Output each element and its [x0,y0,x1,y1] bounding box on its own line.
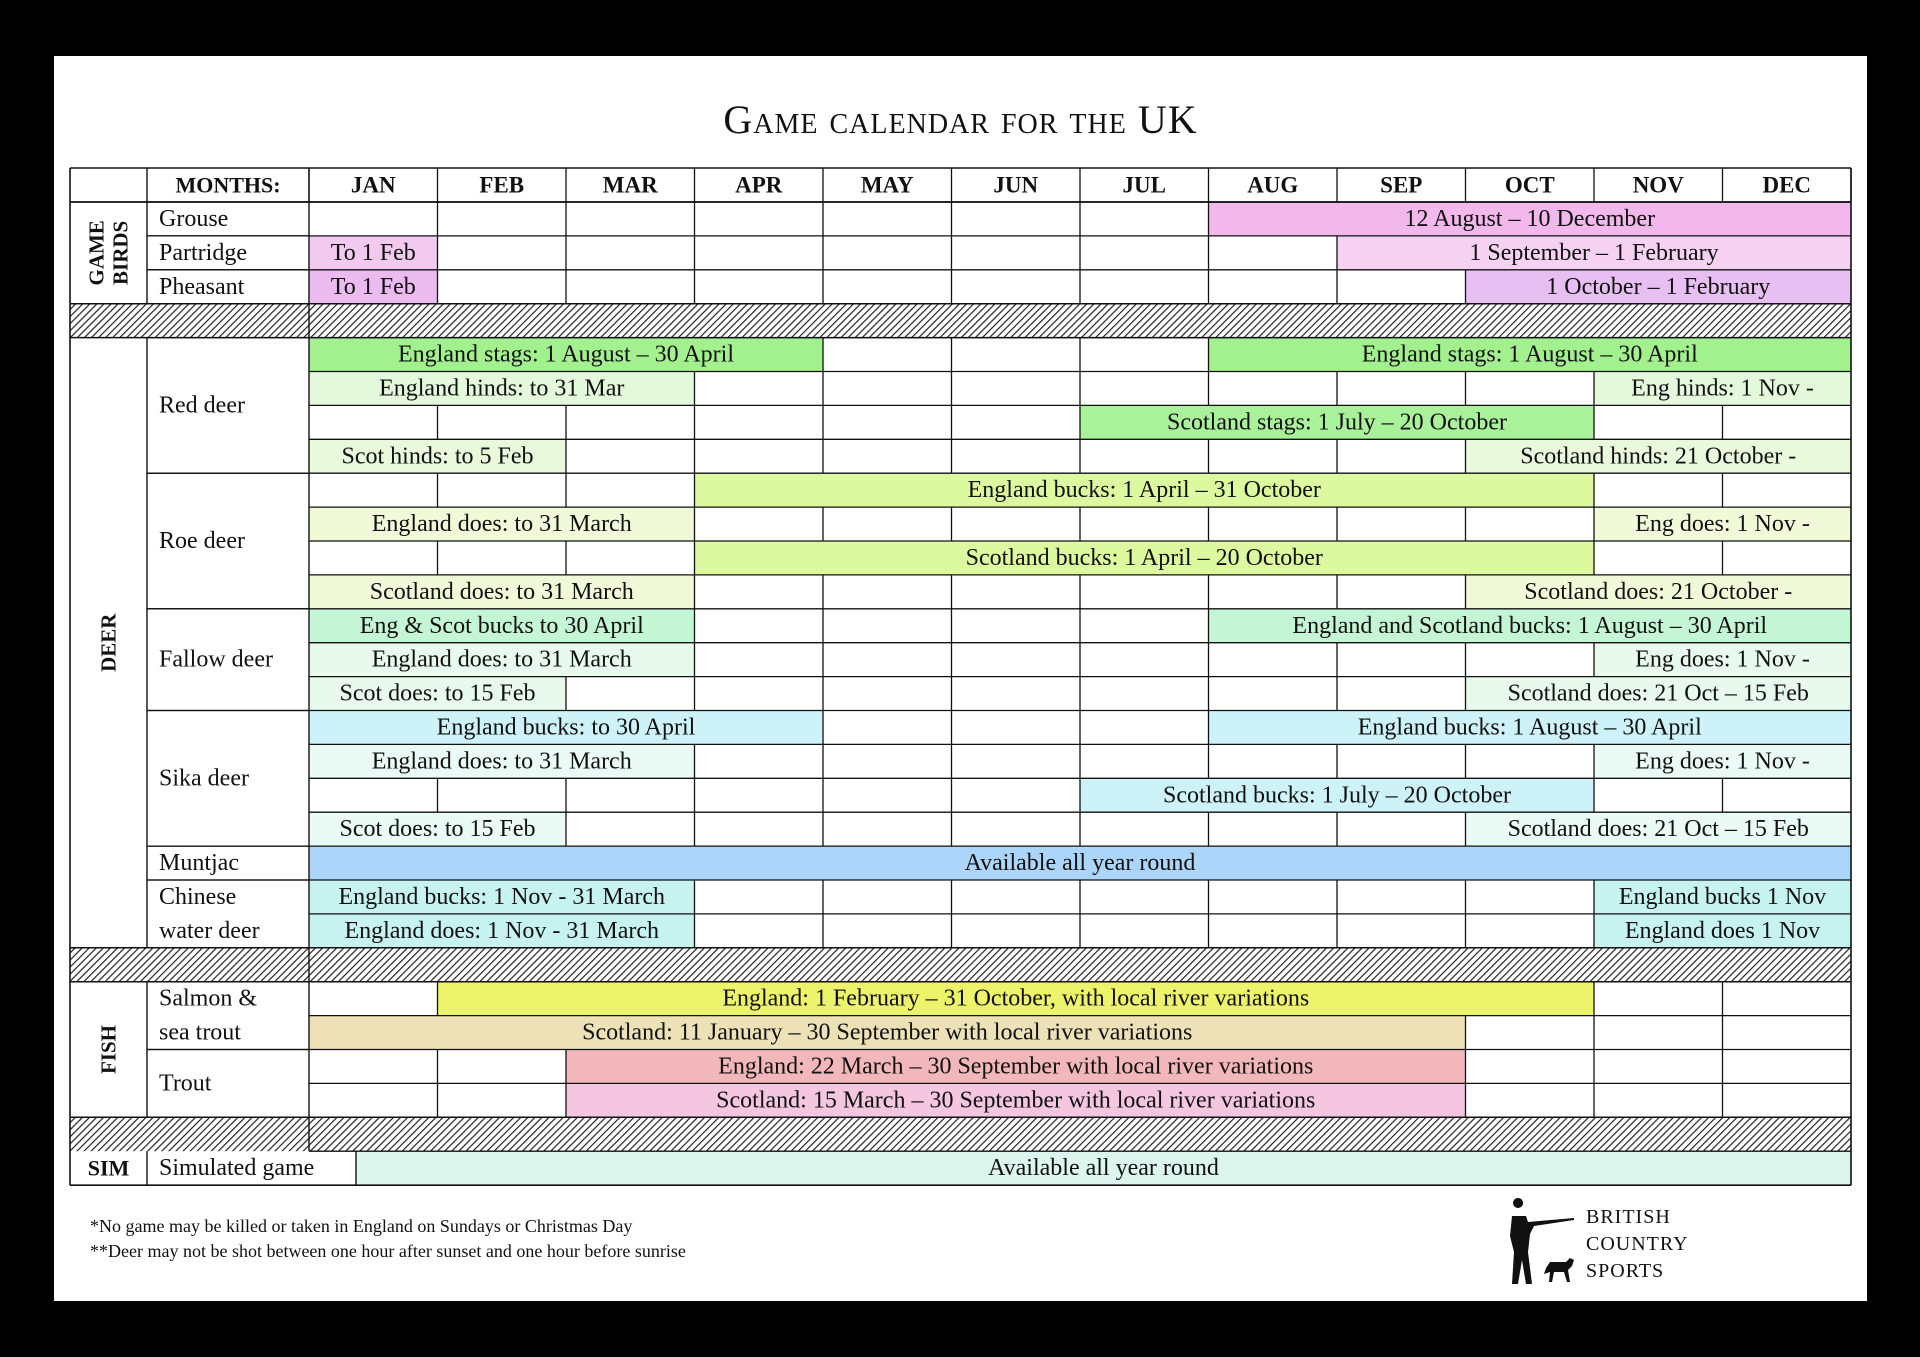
footnote-sundays: *No game may be killed or taken in England on Sundays or Christmas Day [90,1216,633,1236]
footnotes [90,1214,686,1264]
season-label: Eng does: 1 Nov - [1635,748,1810,775]
month-header: JUN [993,172,1039,198]
sim-text: Available all year round [988,1155,1219,1182]
month-header: FEB [479,172,525,198]
month-header: MAR [602,172,658,198]
season-label: England stags: 1 August – 30 April [398,341,734,368]
season-label: England: 22 March – 30 September with local river variations [718,1053,1314,1080]
season-label: To 1 Feb [330,273,416,300]
month-header: DEC [1762,172,1812,198]
season-label: Scot hinds: to 5 Feb [341,443,534,470]
season-label: Scot does: to 15 Feb [339,680,536,707]
season-label: Scotland stags: 1 July – 20 October [1167,409,1507,436]
season-label: 1 September – 1 February [1469,239,1719,266]
month-header: NOV [1632,172,1684,198]
page-title: Game calendar for the UK [723,97,1198,142]
season-label: Scotland: 11 January – 30 September with local river variations [582,1019,1193,1046]
species-name: Chinese [159,883,237,910]
species-name: water deer [159,917,260,944]
species-name: Pheasant [159,273,245,300]
brand-logo-text [1586,1204,1689,1285]
season-label: England bucks: 1 April – 31 October [967,477,1321,504]
month-header: OCT [1504,172,1555,198]
season-label: 12 August – 10 December [1404,205,1656,232]
species-name: Muntjac [159,850,239,877]
season-label: England does: to 31 March [371,748,632,775]
season-label: Scotland does: 21 Oct – 15 Feb [1507,680,1809,707]
section-label: DEER [96,613,121,672]
logo-line-2: COUNTRY [1586,1233,1689,1255]
species-name: Trout [159,1070,212,1097]
season-label: Available all year round [964,850,1196,877]
logo-line-3: SPORTS [1586,1260,1665,1282]
season-label: Scotland does: 21 Oct – 15 Feb [1507,816,1809,843]
species-name: Salmon & [159,985,258,1012]
season-label: Scotland hinds: 21 October - [1520,443,1797,470]
months-label: MONTHS: [175,172,281,198]
separator-band [70,304,1851,338]
species-name: Red deer [159,392,245,419]
season-label: To 1 Feb [330,239,416,266]
calendar-grid [54,56,1867,1301]
season-label: Scotland does: to 31 March [369,578,634,605]
season-label: England stags: 1 August – 30 April [1361,341,1698,368]
season-label: England bucks 1 Nov [1618,883,1827,910]
season-label: Scotland bucks: 1 July – 20 October [1163,782,1511,809]
month-header: AUG [1247,172,1299,198]
season-label: England and Scotland bucks: 1 August – 30 April [1292,612,1768,639]
separator-band [70,1117,1851,1151]
season-label: England bucks: to 30 April [436,714,696,741]
section-label: GAME [84,220,109,286]
species-name: sea trout [159,1019,241,1046]
month-header: SEP [1380,172,1423,198]
separator-band [70,948,1851,982]
season-label: Scotland: 15 March – 30 September with local river variations [716,1087,1316,1114]
species-name: Roe deer [159,528,245,554]
month-header: APR [735,172,783,198]
season-label: England bucks: 1 Nov - 31 March [338,883,666,910]
season-label: Scotland does: 21 October - [1524,578,1793,605]
species-name: Fallow deer [159,646,273,673]
season-label: England bucks: 1 August – 30 April [1357,714,1702,741]
month-header: MAY [860,172,914,198]
sim-code: SIM [87,1155,130,1181]
season-label: England hinds: to 31 Mar [379,375,625,402]
season-label: Scot does: to 15 Feb [339,816,536,843]
month-header: JAN [350,172,396,198]
logo-line-1: BRITISH [1586,1206,1671,1228]
sim-name: Simulated game [159,1155,315,1182]
calendar-sheet [54,56,1867,1301]
species-name: Sika deer [159,765,249,792]
season-label: England does: to 31 March [371,646,632,673]
season-label: England does: to 31 March [371,511,632,538]
season-label: Scotland bucks: 1 April – 20 October [965,544,1323,571]
season-label: Eng hinds: 1 Nov - [1631,375,1814,402]
season-label: Eng & Scot bucks to 30 April [359,612,644,639]
calendar-table [54,56,1867,1301]
season-label: England does: 1 Nov - 31 March [344,917,660,944]
season-label: 1 October – 1 February [1546,273,1771,300]
season-label: England does 1 Nov [1624,917,1821,944]
species-name: Grouse [159,205,229,232]
footnote-deer-hours: **Deer may not be shot between one hour after sunset and one hour before sunrise [90,1241,686,1261]
season-label: England: 1 February – 31 October, with local river variations [722,985,1310,1012]
species-name: Partridge [159,239,247,266]
month-header: JUL [1122,172,1166,198]
section-label: FISH [96,1024,121,1075]
season-label: Eng does: 1 Nov - [1635,646,1810,673]
season-label: Eng does: 1 Nov - [1635,511,1810,538]
section-label: BIRDS [108,220,133,285]
